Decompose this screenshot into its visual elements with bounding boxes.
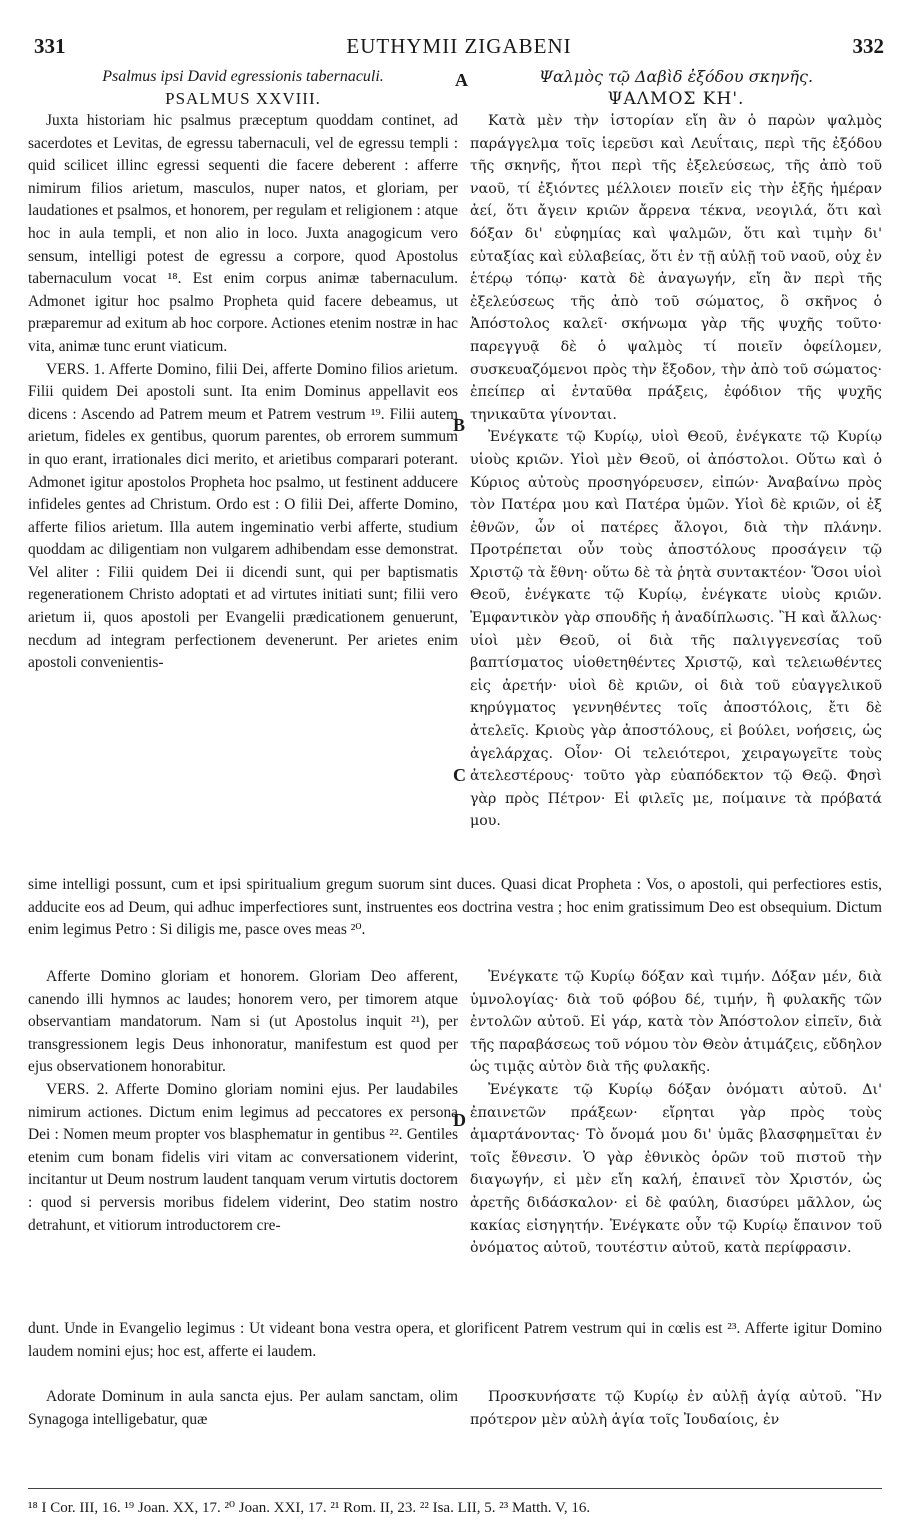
greek-paragraph: Προσκυνήσατε τῷ Κυρίῳ ἐν αὐλῇ ἁγίᾳ αὐτοῦ. Ἣν πρότερον μὲν αὐλὴ ἁγία τοῖς Ἰουδαίοις, ἐν — [470, 1389, 882, 1428]
greek-paragraph: Ἐνέγκατε τῷ Κυρίῳ, υἱοὶ Θεοῦ, ἐνέγκατε τῷ Κυρίῳ υἱοὺς κριῶν. Υἱοὶ μὲν Θεοῦ, οἱ ἀπόστολοι. Οὕτω καὶ ὁ Κύριος αὐτοὺς προσηγόρευσεν, εἰπών· Ἀναβαίνω πρὸς τὸν Πατέρα μου καὶ Πατέρα ὑμῶν. Υἱοὶ δὲ κριῶν, οἱ ἐξ ἐθνῶν, ὧν οἱ πατέρες ἄλογοι, διὰ τὴν πλάνην. Προτρέπεται οὖν τοὺς ἀποστόλους προσάγειν τῷ Χριστῷ τὰ ἔθνη· οὕτω δὲ τὰ ῥητὰ συντακτέον· Ὅσοι υἱοὶ Θεοῦ, ἐνέγκατε τῷ Κυρίῳ, ἐνέγκατε υἱοὺς κριῶν. Ἐμφαντικὸν γὰρ σπουδῆς ἡ ἀναδίπλωσις. Ἢ καὶ ἄλλως· υἱοὶ μὲν Θεοῦ, οἱ διὰ τῆς παλιγγενεσίας τοῦ βαπτίσματος υἱοθετηθέντες Χριστῷ, καὶ τελειωθέντες εἰς ἀρετήν· υἱοὶ δὲ κριῶν, οἱ διὰ τοῦ εὐαγγελικοῦ κηρύγματος γεννηθέντες τοῖς ἀποστόλοις, ἔτι δὲ ἀτελεῖς. Κριοὺς γὰρ ἀποστόλους, εἰ βούλει, νοήσεις, ὡς ἀγελάρχας. Οἷον· Οἱ τελειότεροι, χειραγωγεῖτε τοὺς ἀτελεστέρους· τοῦτο γὰρ εὐαπόδεκτον τῷ Θεῷ. Φησὶ γὰρ πρὸς Πέτρον· Εἰ φιλεῖς με, ποίμαινε τὰ πρόβατά μου. — [470, 429, 882, 830]
latin-paragraph: VERS. 2. Afferte Domino gloriam nomini ejus. Per laudabiles nimirum actiones. Dictum enim legimus ad peccatores ex persona Dei : Nomen meum propter vos blasphematur in gentibus ²². Gentiles etenim cum bonam fidelis viri vitam ac conversationem viderint, incitantur ut Deum nostrum laudent tanquam verum virtutis doctorem : quod si perversis moribus fidelem viderint, Deo statim nostro detrahunt, et vitiorum introductorem cre- — [28, 1080, 458, 1234]
page-number-right: 332 — [852, 34, 884, 58]
footnote-rule — [28, 1488, 882, 1489]
latin-column-middle — [28, 966, 458, 1237]
footnotes: ¹⁸ I Cor. III, 16. ¹⁹ Joan. XX, 17. ²⁰ Joan. XXI, 17. ²¹ Rom. II, 23. ²² Isa. LII, 5. ²³ Matth. V, 16. — [28, 1500, 591, 1516]
running-title: EUTHYMII ZIGABENI — [346, 34, 572, 58]
section-marker-c: C — [453, 765, 466, 785]
greek-psalm-heading: Ψαλμὸς τῷ Δαβὶδ ἐξόδου σκηνῆς. — [538, 67, 814, 86]
latin-psalm-number: PSALMUS XXVIII. — [165, 89, 321, 108]
greek-column-top — [470, 66, 882, 833]
latin-paragraph: Juxta historiam hic psalmus præceptum quoddam continet, ad sacerdotes et Levitas, de egressu tabernaculi, vel de egressu templi : quid scilicet illinc egressi sequenti die facere deberent : afferre nimirum filios arietum, masculos, nuper natos, et gloriam, per laudationes et psalmos, et honorem, per regulam et religionem : atque hoc in aula templi, et non alio in loco. Juxta anagogicum vero sensum, intelligi potest de egressu a corpore, quod Apostolus tabernaculum vocat ¹⁸. Est enim corpus animæ tabernaculum. Admonet igitur hoc psalmo Propheta quid facere debeamus, ut præparemur ad exitum ab hoc corpore. Actiones etenim nostræ in hac vita, animæ tunc erunt viaticum. — [28, 112, 458, 355]
latin-spanning-text — [28, 874, 882, 942]
latin-column-bottom — [28, 1386, 458, 1431]
page-number-left: 331 — [34, 34, 66, 58]
greek-column-middle — [470, 966, 882, 1260]
latin-span-paragraph: sime intelligi possunt, cum et ipsi spiritualium gregum suorum sint duces. Quasi dicat Propheta : Vos, o apostoli, qui perfectiores estis, adducite eos ad Deum, qui adhuc imperfectiores sunt, instruentes eos doctrina vestra ; hoc enim gratissimum Deo est obsequium. Dictum enim legimus Petro : Si diligis me, pasce oves meas ²⁰. — [28, 876, 882, 939]
greek-paragraph: Ἐνέγκατε τῷ Κυρίῳ δόξαν καὶ τιμήν. Δόξαν μέν, διὰ ὑμνολογίας· διὰ τοῦ φόβου δέ, τιμήν, ἢ φυλακῆς τῶν ἐντολῶν αὐτοῦ. Εἰ γάρ, κατὰ τὸν Ἀπόστολον εἰπεῖν, διὰ τῆς παραβάσεως τοῦ νόμου τὸν Θεὸν ἀτιμάζεις, εὔδηλον ὡς τιμᾷς αὐτὸν διὰ τῆς φυλακῆς. — [470, 969, 882, 1076]
latin-span-paragraph: dunt. Unde in Evangelio legimus : Ut videant bona vestra opera, et glorificent Patrem vestrum qui in cœlis est ²³. Afferte igitur Domino laudem nomini ejus; hoc est, afferte ei laudem. — [28, 1320, 882, 1360]
latin-paragraph: Adorate Dominum in aula sancta ejus. Per aulam sanctam, olim Synagoga intelligebatur, quæ — [28, 1388, 458, 1428]
latin-column-top — [28, 66, 458, 675]
latin-psalm-heading: Psalmus ipsi David egressionis tabernaculi. — [102, 68, 384, 85]
latin-paragraph: VERS. 1. Afferte Domino, filii Dei, afferte Domino filios arietum. Filii quidem Dei apostoli sunt. Ita enim Dominus appellavit eos dicens : Ascendo ad Patrem meum et Patrem vestrum ¹⁹. Filii autem arietum, fideles ex gentibus, quorum parentes, ob errorem summum in quo erant, irrationales dici merito, et arietibus comparari poterant. Admonet igitur apostolos Propheta hoc psalmo, ut festinent adducere infideles gentes ad Christum. Ordo est : O filii Dei, afferte Domino, afferte filios arietum. Illa autem ingeminatio verbi afferte, studium quoddam ac diligentiam non vulgarem adhibendam esse demonstrat. Vel aliter : Filii quidem Dei ii dicendi sunt, qui per baptismatis regenerationem Christo adoptati et ad virtutes initiati sunt; filii vero arietum ii, quos apostoli per Evangelii prædicationem genuerunt, necdum ad integram perfectionem devenerunt. Per arietes enim apostoli convenientis- — [28, 360, 458, 672]
greek-column-bottom — [470, 1386, 882, 1431]
section-marker-a: A — [455, 70, 468, 90]
greek-paragraph: Ἐνέγκατε τῷ Κυρίῳ δόξαν ὀνόματι αὐτοῦ. Δι' ἐπαινετῶν πράξεων· εἴρηται γὰρ πρὸς τοὺς ἁμαρτάνοντας· Τὸ ὄνομά μου δι' ὑμᾶς βλασφημεῖται ἐν τοῖς ἔθνεσιν. Ὁ γὰρ ἐθνικὸς ὁρῶν τοῦ πιστοῦ τὴν διαγωγήν, εἰ μὲν εἴη καλή, ἐπαινεῖ τὸν Χριστόν, ὡς ἀρετῆς διδάσκαλον· εἰ δὲ φαύλη, διασύρει μᾶλλον, ὡς κακίας εἰσηγητήν. Ἐνέγκατε οὖν τῷ Κυρίῳ ἔπαινον τοῦ ὀνόματος αὐτοῦ, τουτέστιν αὐτοῦ, κατὰ περίφρασιν. — [470, 1081, 882, 1257]
greek-psalm-number: ΨΑΛΜΟΣ ΚΗ'. — [607, 89, 745, 109]
latin-spanning-text-2 — [28, 1318, 882, 1363]
greek-paragraph: Κατὰ μὲν τὴν ἱστορίαν εἴη ἂν ὁ παρὼν ψαλμὸς παράγγελμα τοῖς ἱερεῦσι καὶ Λευΐταις, περὶ τῆς ἐξόδου τῆς σκηνῆς, ἤτοι περὶ τῆς ἐξελεύσεως, τῆς ἀπὸ τοῦ ναοῦ, τί ἐξιόντες μέλλοιεν ποιεῖν εἰς τὴν ἑξῆς ἡμέραν ἀεί, ὅτι ἄγειν κριῶν ἄρρενα τέκνα, νεογιλά, ὅτι καὶ δόξαν δι' εὐφημίας καὶ ψαλμῶν, ὅτι καὶ τιμὴν δι' εὐταξίας καὶ εὐλαβείας, ὅτι ἐν τῇ αὐλῇ τοῦ ναοῦ, οὐχ ἐν ἑτέρῳ τόπῳ· κατὰ δὲ ἀναγωγήν, εἴη ἂν περὶ τῆς ἐξελεύσεως τῆς ἀπὸ τοῦ σώματος, ὃ σκῆνος ὁ Ἀπόστολος καλεῖ· σκήνωμα γὰρ τῆς ψυχῆς τοῦτο· παρεγγυᾷ δὲ ὁ ψαλμὸς τί ποιεῖν ὀφείλομεν, συσκευαζόμενοι πρὸς τὴν ἔξοδον, τὴν ἀπὸ τοῦ σώματος· ἐπείπερ αἱ ἐνταῦθα πράξεις, ἐφόδιον τῆς ψυχῆς τηνικαῦτα γίνονται. — [470, 113, 882, 423]
running-head — [34, 34, 884, 62]
section-marker-b: B — [453, 415, 466, 435]
latin-paragraph: Afferte Domino gloriam et honorem. Gloriam Deo afferent, canendo illi hymnos ac laudes; honorem vero, per timorem atque observantiam mandatorum. Nam si (ut Apostolus inquit ²¹), per transgressionem legis Deus inhonoratur, manifestum est quod per ejus observationem honorabitur. — [28, 968, 458, 1076]
section-marker-d: D — [453, 1110, 466, 1130]
